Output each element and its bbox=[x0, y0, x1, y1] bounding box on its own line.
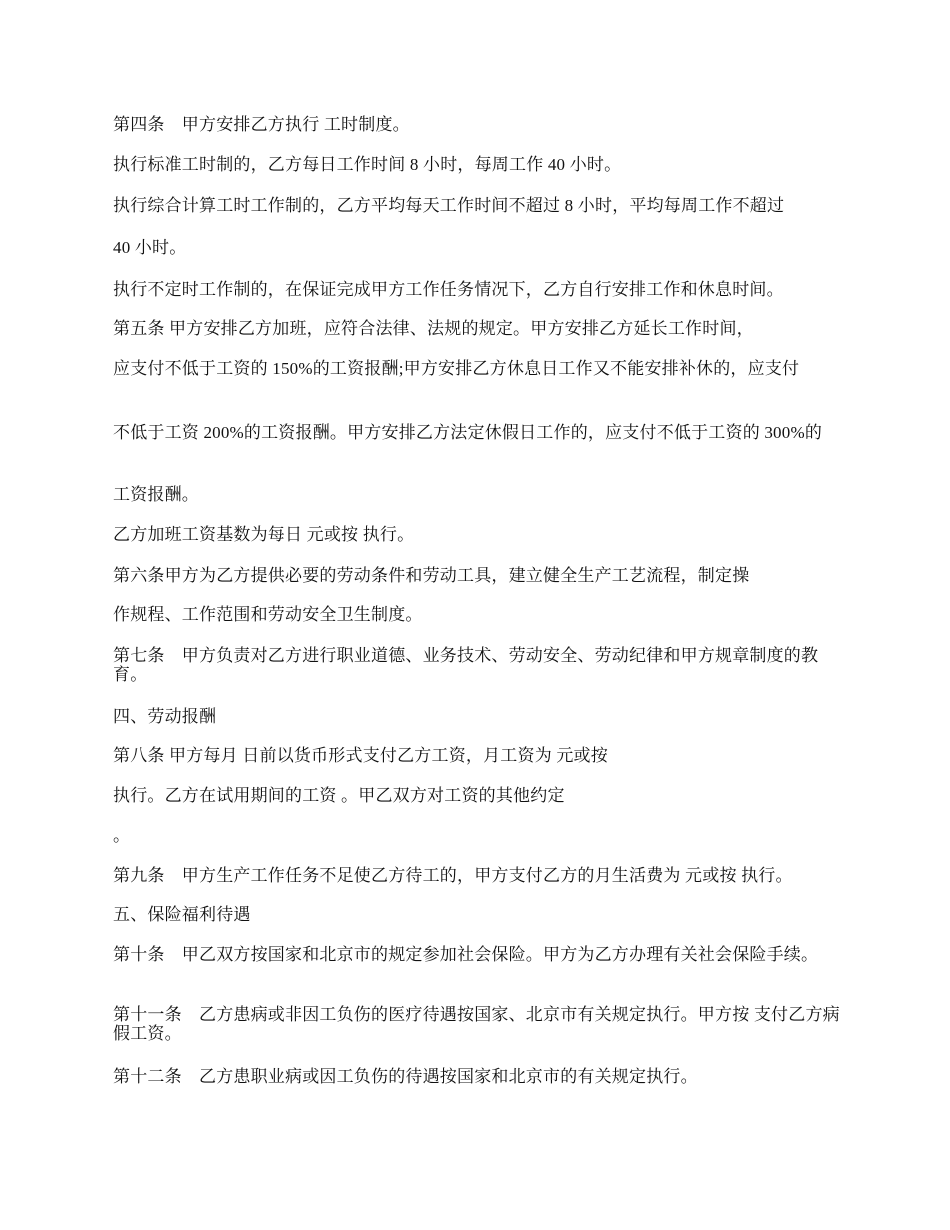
holiday-pay-paragraph: 不低于工资 200%的工资报酬。甲方安排乙方法定休假日工作的，应支付不低于工资的 300%的 bbox=[113, 423, 823, 442]
overtime-pay-paragraph: 应支付不低于工资的 150%的工资报酬;甲方安排乙方休息日工作又不能安排补休的，应支付 bbox=[113, 359, 800, 378]
article-8-continuation: 执行。乙方在试用期间的工资 。甲乙双方对工资的其他约定 bbox=[113, 786, 565, 805]
article-8-end: 。 bbox=[113, 826, 131, 845]
standard-hours-paragraph: 执行标准工时制的，乙方每日工作时间 8 小时，每周工作 40 小时。 bbox=[113, 155, 622, 174]
overtime-base-paragraph: 乙方加班工资基数为每日 元或按 执行。 bbox=[113, 525, 415, 544]
pay-continuation: 工资报酬。 bbox=[113, 485, 199, 504]
comprehensive-hours-paragraph: 执行综合计算工时工作制的，乙方平均每天工作时间不超过 8 小时，平均每周工作不超过 bbox=[113, 196, 785, 215]
article-9-paragraph: 第九条 甲方生产工作任务不足使乙方待工的，甲方支付乙方的月生活费为 元或按 执行。 bbox=[113, 866, 793, 885]
article-11-paragraph: 第十一条 乙方患病或非因工负伤的医疗待遇按国家、北京市有关规定执行。甲方按 支付乙方病假工资。 bbox=[113, 1005, 840, 1043]
section-4-heading: 四、劳动报酬 bbox=[113, 707, 217, 726]
article-8-paragraph: 第八条 甲方每月 日前以货币形式支付乙方工资，月工资为 元或按 bbox=[113, 746, 608, 765]
flexible-hours-paragraph: 执行不定时工作制的，在保证完成甲方工作任务情况下，乙方自行安排工作和休息时间。 bbox=[113, 280, 784, 299]
article-7-paragraph: 第七条 甲方负责对乙方进行职业道德、业务技术、劳动安全、劳动纪律和甲方规章制度的教育。 bbox=[113, 646, 819, 684]
article-4-paragraph: 第四条 甲方安排乙方执行 工时制度。 bbox=[113, 115, 410, 134]
article-6-paragraph: 第六条甲方为乙方提供必要的劳动条件和劳动工具，建立健全生产工艺流程，制定操 bbox=[113, 566, 750, 585]
comprehensive-hours-continuation: 40 小时。 bbox=[113, 238, 187, 257]
section-5-heading: 五、保险福利待遇 bbox=[113, 905, 251, 924]
article-5-paragraph: 第五条 甲方安排乙方加班，应符合法律、法规的规定。甲方安排乙方延长工作时间， bbox=[113, 319, 754, 338]
article-12-paragraph: 第十二条 乙方患职业病或因工负伤的待遇按国家和北京市的有关规定执行。 bbox=[113, 1067, 698, 1086]
article-10-paragraph: 第十条 甲乙双方按国家和北京市的规定参加社会保险。甲方为乙方办理有关社会保险手续。 bbox=[113, 945, 819, 964]
article-6-continuation: 作规程、工作范围和劳动安全卫生制度。 bbox=[113, 605, 423, 624]
